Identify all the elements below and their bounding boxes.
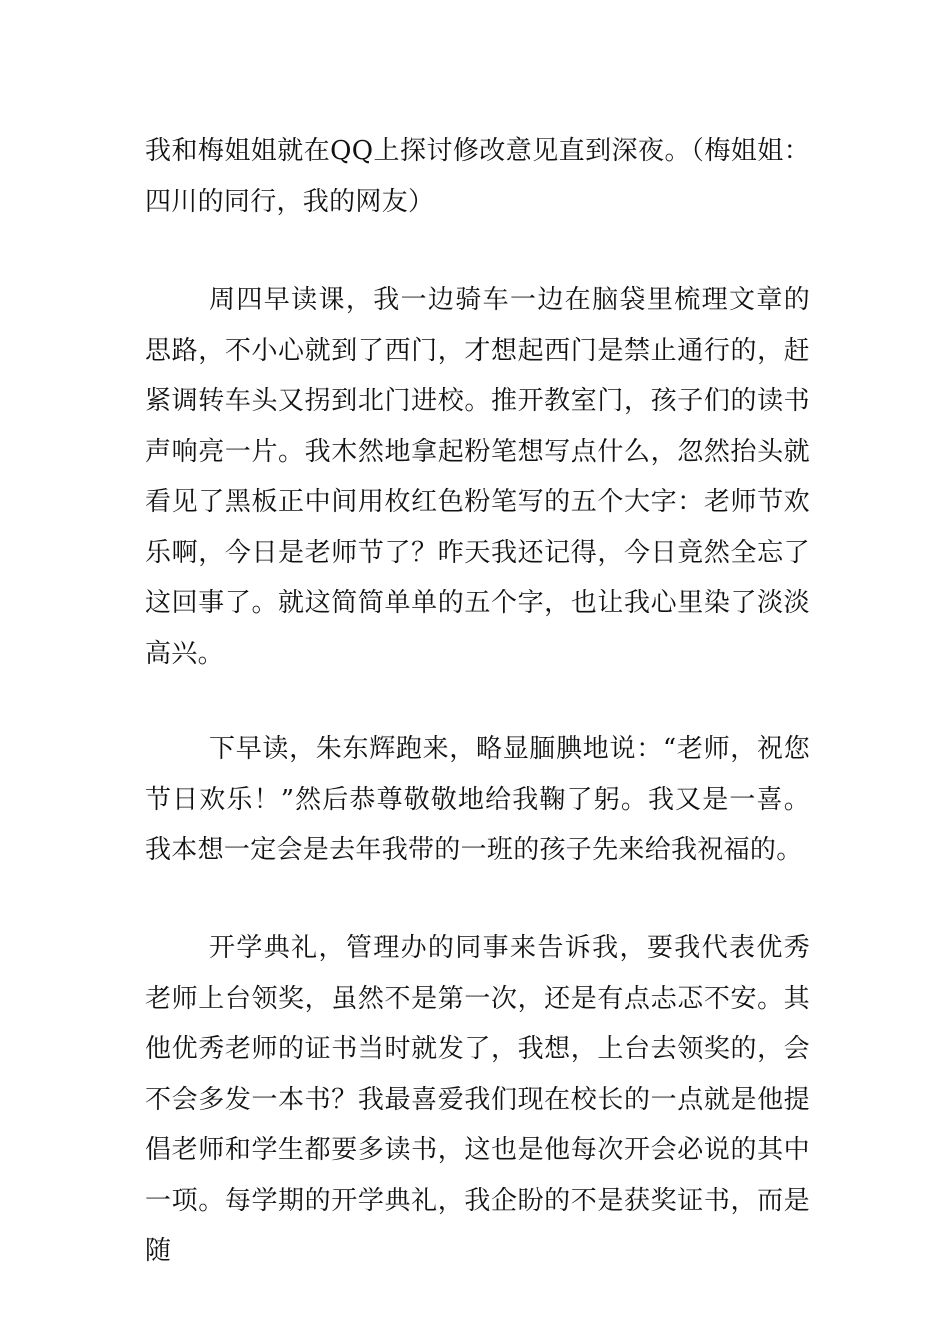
paragraph-3 xyxy=(145,724,810,876)
paragraph-2 xyxy=(145,275,810,679)
paragraph-4 xyxy=(145,923,810,1277)
paragraph-1-text: 我和梅姐姐就在QQ上探讨修改意见直到深夜。（梅姐姐：四川的同行，我的网友） xyxy=(145,136,810,217)
paragraph-2-text: 周四早读课，我一边骑车一边在脑袋里梳理文章的思路，不小心就到了西门，才想起西门是禁止通行的，赶紧调转车头又拐到北门进校。推开教室门，孩子们的读书声响亮一片。我木然地拿起粉笔想写点什么，忽然抬头就看见了黑板正中间用枚红色粉笔写的五个大字：老师节欢乐啊，今日是老师节了？昨天我还记得，今日竟然全忘了这回事了。就这简简单单的五个字，也让我心里染了淡淡高兴。 xyxy=(145,285,810,669)
paragraph-1 xyxy=(145,126,810,227)
paragraph-4-text: 开学典礼，管理办的同事来告诉我，要我代表优秀老师上台领奖，虽然不是第一次，还是有点忐忑不安。其他优秀老师的证书当时就发了，我想，上台去领奖的，会不会多发一本书？我最喜爱我们现在校长的一点就是他提倡老师和学生都要多读书，这也是他每次开会必说的其中一项。每学期的开学典礼，我企盼的不是获奖证书，而是随 xyxy=(145,933,810,1266)
paragraph-3-text: 下早读，朱东辉跑来，略显腼腆地说：“老师，祝您节日欢乐！”然后恭尊敬敬地给我鞠了躬。我又是一喜。我本想一定会是去年我带的一班的孩子先来给我祝福的。 xyxy=(145,734,810,865)
